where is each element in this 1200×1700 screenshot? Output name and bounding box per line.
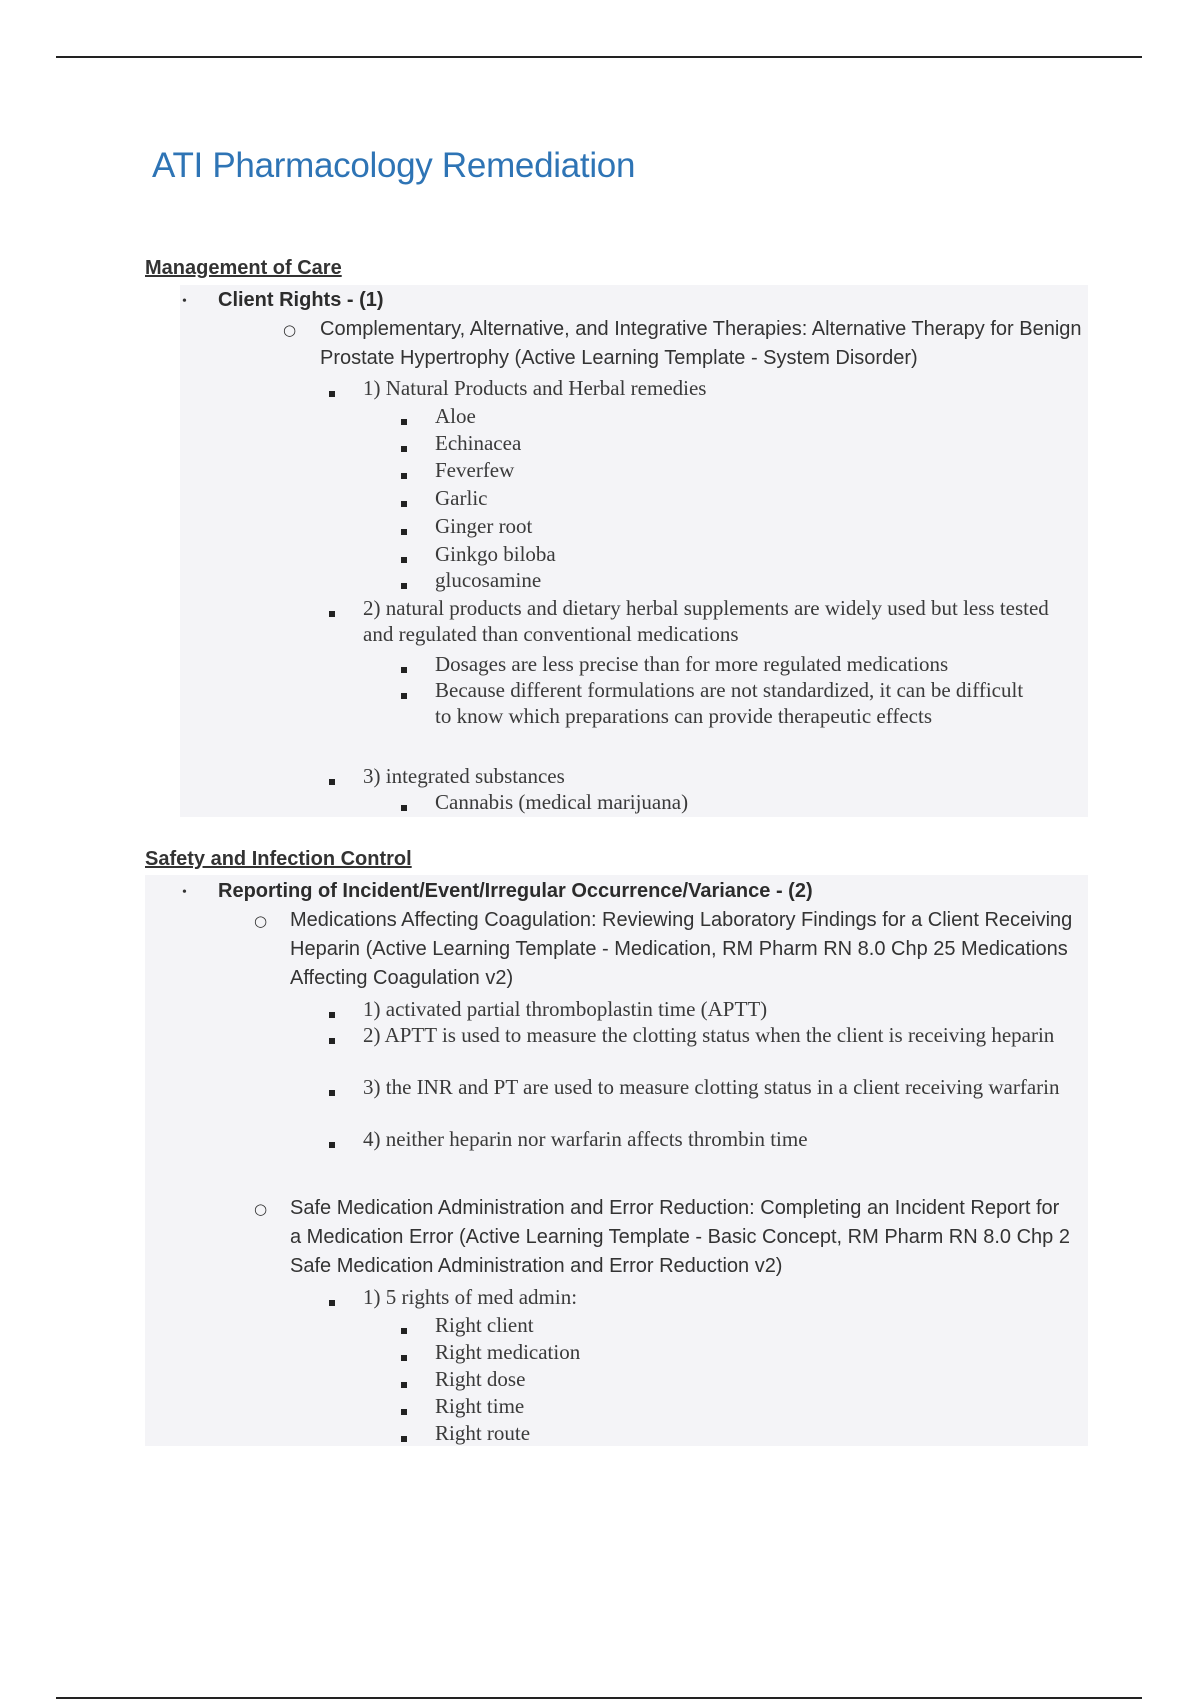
- sub-point-text: Right time: [435, 1394, 525, 1418]
- sub-point-text: Right route: [435, 1421, 531, 1445]
- square-bullet-icon: [329, 391, 335, 397]
- sub-point-text: Ginger root: [435, 514, 533, 538]
- square-bullet-icon: [401, 1328, 407, 1334]
- bottom-rule: [56, 1697, 1142, 1699]
- square-bullet-icon: [329, 1038, 335, 1044]
- square-bullet-icon: [401, 583, 407, 589]
- sub-point-text: Cannabis (medical marijuana): [435, 790, 689, 814]
- sub-point-text: Right dose: [435, 1367, 526, 1391]
- sub-point-text: Garlic: [435, 486, 488, 510]
- page-title: ATI Pharmacology Remediation: [152, 146, 636, 185]
- bullet-small-icon: •: [182, 294, 187, 309]
- sub-point-text: glucosamine: [435, 568, 542, 592]
- square-bullet-icon: [401, 693, 407, 699]
- square-bullet-icon: [401, 805, 407, 811]
- topic-reporting-incident: Reporting of Incident/Event/Irregular Occurrence/Variance - (2): [218, 880, 813, 902]
- section-heading-management-of-care: Management of Care: [145, 257, 342, 279]
- sub-point-text: Echinacea: [435, 431, 522, 455]
- square-bullet-icon: [329, 1142, 335, 1148]
- point-text: 2) APTT is used to measure the clotting status when the client is receiving heparin: [363, 1023, 1055, 1047]
- sub-point-text: Right client: [435, 1313, 534, 1337]
- top-rule: [56, 56, 1142, 58]
- square-bullet-icon: [329, 1012, 335, 1018]
- point-text: 4) neither heparin nor warfarin affects thrombin time: [363, 1127, 808, 1151]
- square-bullet-icon: [401, 1382, 407, 1388]
- square-bullet-icon: [329, 1090, 335, 1096]
- square-bullet-icon: [329, 779, 335, 785]
- hollow-circle-bullet-icon: ○: [254, 912, 268, 930]
- sub-point-text: Ginkgo biloba: [435, 542, 556, 566]
- square-bullet-icon: [401, 1409, 407, 1415]
- sub-point-text: Right medication: [435, 1340, 581, 1364]
- point-text: 3) integrated substances: [363, 764, 565, 788]
- square-bullet-icon: [401, 501, 407, 507]
- sub-point-text: Feverfew: [435, 458, 515, 482]
- point-text: 1) 5 rights of med admin:: [363, 1285, 578, 1309]
- point-text: 2) natural products and dietary herbal supplements are widely used but less tested and regulated than conventional medications: [363, 596, 1049, 646]
- item-heading: Complementary, Alternative, and Integrative Therapies: Alternative Therapy for Benign Prostate Hypertrophy (Active Learning Template - System Disorder): [320, 318, 1082, 369]
- topic-client-rights: Client Rights - (1): [218, 289, 384, 311]
- square-bullet-icon: [401, 473, 407, 479]
- point-text: 3) the INR and PT are used to measure clotting status in a client receiving warfarin: [363, 1075, 1060, 1099]
- point-text: 1) activated partial thromboplastin time (APTT): [363, 997, 768, 1021]
- hollow-circle-bullet-icon: ○: [283, 321, 297, 339]
- section-heading-safety-infection-control: Safety and Infection Control: [145, 848, 412, 870]
- square-bullet-icon: [401, 667, 407, 673]
- sub-point-text: Because different formulations are not standardized, it can be difficult to know which preparations can provide therapeutic effects: [435, 678, 1024, 728]
- square-bullet-icon: [401, 446, 407, 452]
- sub-point-text: Aloe: [435, 404, 476, 428]
- bullet-small-icon: •: [182, 885, 187, 900]
- point-text: 1) Natural Products and Herbal remedies: [363, 376, 707, 400]
- item-heading: Safe Medication Administration and Error Reduction: Completing an Incident Report for a Medication Error (Active Learning Template - Basic Concept, RM Pharm RN 8.0 Chp 2 Safe Medication Administration and Error Reduction v2): [290, 1197, 1070, 1277]
- sub-point-text: Dosages are less precise than for more regulated medications: [435, 652, 949, 676]
- square-bullet-icon: [329, 611, 335, 617]
- square-bullet-icon: [401, 1355, 407, 1361]
- square-bullet-icon: [329, 1300, 335, 1306]
- square-bullet-icon: [401, 419, 407, 425]
- square-bullet-icon: [401, 529, 407, 535]
- hollow-circle-bullet-icon: ○: [254, 1200, 268, 1218]
- square-bullet-icon: [401, 557, 407, 563]
- item-heading: Medications Affecting Coagulation: Reviewing Laboratory Findings for a Client Receiving Heparin (Active Learning Template - Medication, RM Pharm RN 8.0 Chp 25 Medications Affecting Coagulation v2): [290, 909, 1073, 989]
- square-bullet-icon: [401, 1436, 407, 1442]
